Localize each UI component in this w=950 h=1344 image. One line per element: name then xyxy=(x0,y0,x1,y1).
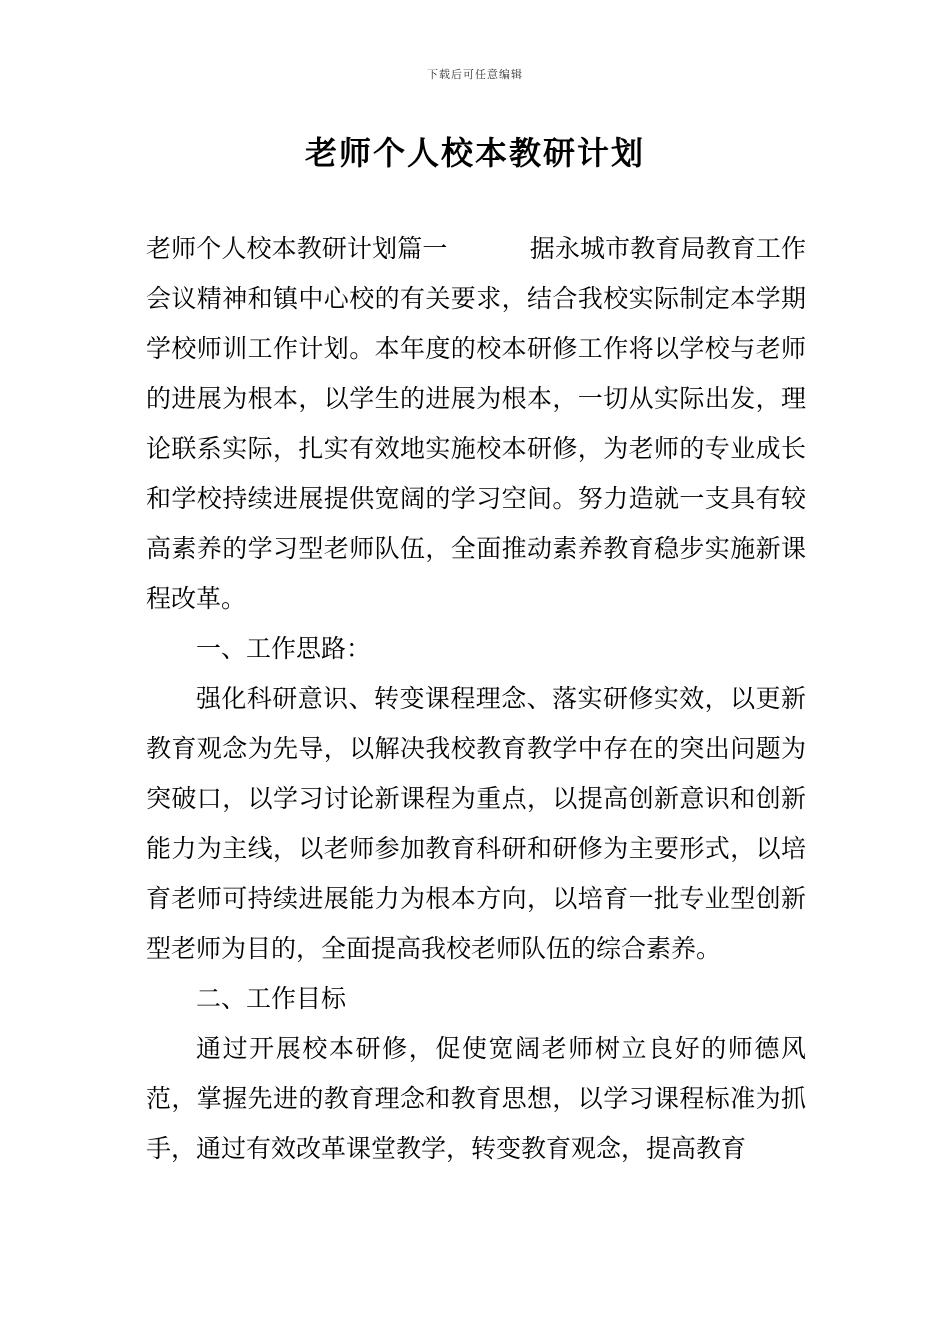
section2-heading: 二、工作目标 xyxy=(196,984,347,1013)
intro-text: 据永城市教育局教育工作会议精神和镇中心校的有关要求，结合我校实际制定本学期学校师训工作计划。本年度的校本研修工作将以学校与老师的进展为根本，以学生的进展为根本，一切从实际出发，理论联系实际，扎实有效地实施校本研修，为老师的专业成长和学校持续进展提供宽阔的学习空间。努力造就一支具有较高素养的学习型老师队伍，全面推动素养教育稳步实施新课程改革。 xyxy=(146,234,806,613)
intro-paragraph xyxy=(146,224,806,624)
section2-paragraph: 通过开展校本研修，促使宽阔老师树立良好的师德风范，掌握先进的教育理念和教育思想，以学习课程标准为抓手，通过有效改革课堂教学，转变教育观念，提高教育 xyxy=(146,1034,806,1163)
intro-label: 老师个人校本教研计划篇一 xyxy=(146,234,448,263)
header-note: 下载后可任意编辑 xyxy=(427,68,523,81)
section1-heading: 一、工作思路： xyxy=(196,634,372,663)
section1-paragraph: 强化科研意识、转变课程理念、落实研修实效，以更新教育观念为先导，以解决我校教育教学中存在的突出问题为突破口，以学习讨论新课程为重点，以提高创新意识和创新能力为主线，以老师参加教育科研和研修为主要形式，以培育老师可持续进展能力为根本方向，以培育一批专业型创新型老师为目的，全面提高我校老师队伍的综合素养。 xyxy=(146,684,806,963)
document-title: 老师个人校本教研计划 xyxy=(304,134,645,172)
document-body xyxy=(146,224,806,1174)
